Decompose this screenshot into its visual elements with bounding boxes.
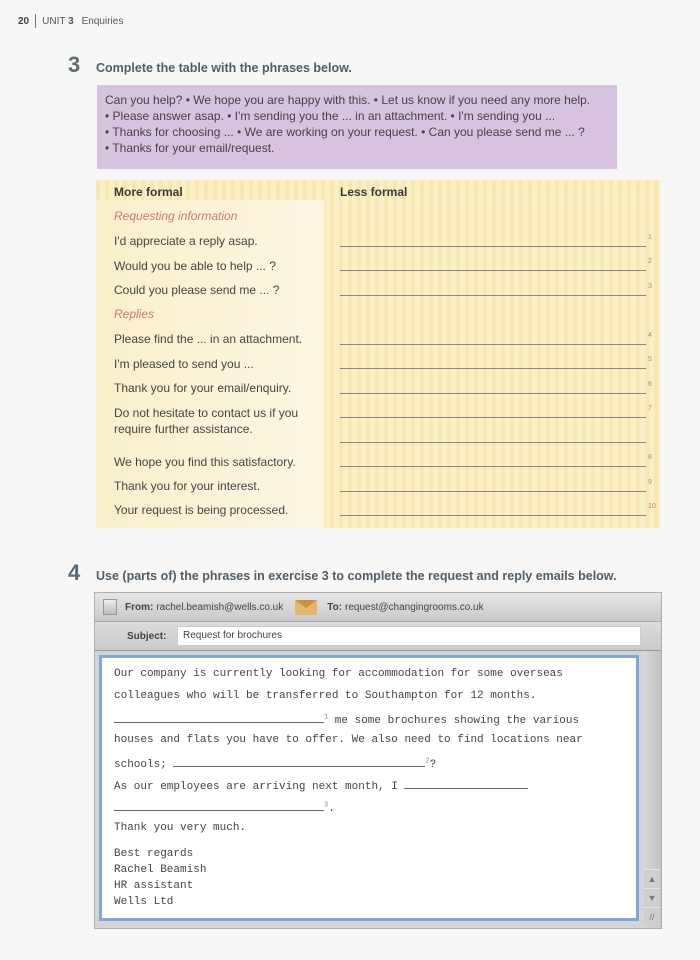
body-text: As our employees are arriving next month, I xyxy=(114,781,405,793)
answer-line-6[interactable] xyxy=(340,393,646,394)
exercise-number: 4 xyxy=(68,560,81,585)
table-row: Thank you for your interest. xyxy=(114,479,261,493)
page-number: 20 xyxy=(18,15,30,27)
checkbox-icon[interactable] xyxy=(103,599,117,615)
subject-input[interactable]: Request for brochures xyxy=(177,626,641,646)
body-text: me some brochures showing the various xyxy=(328,715,580,727)
answer-line-7b[interactable] xyxy=(340,442,646,443)
body-text: . xyxy=(328,803,335,815)
to-label: To: xyxy=(327,601,343,613)
unit-text: UNIT xyxy=(42,15,66,27)
body-line: HR assistant xyxy=(114,880,194,892)
table-row-cont: require further assistance. xyxy=(114,422,253,436)
unit-label xyxy=(42,16,74,27)
subject-bar xyxy=(95,622,661,651)
body-line: Best regards xyxy=(114,848,194,860)
body-line: Thank you very much. xyxy=(114,822,247,834)
to-address: request@changingrooms.co.uk xyxy=(345,601,484,613)
answer-number: 2 xyxy=(648,258,652,265)
body-line xyxy=(114,800,335,815)
table-row: Do not hesitate to contact us if you xyxy=(114,406,299,420)
unit-number: 3 xyxy=(68,15,74,27)
body-text: ? xyxy=(429,759,437,771)
answer-number: 8 xyxy=(648,454,652,461)
answer-number: 10 xyxy=(648,503,656,510)
subject-label: Subject: xyxy=(127,630,167,642)
envelope-icon xyxy=(295,600,317,615)
answer-number: 6 xyxy=(648,381,652,388)
gap-3a[interactable] xyxy=(404,778,528,789)
gap-3[interactable] xyxy=(114,800,324,811)
body-line: colleagues who will be transferred to Southampton for 12 months. xyxy=(114,690,537,702)
answer-line-2[interactable] xyxy=(340,270,646,271)
header-more-formal: More formal xyxy=(114,185,183,199)
table-row: Your request is being processed. xyxy=(114,503,289,517)
body-line: Our company is currently looking for accommodation for some overseas xyxy=(114,668,563,680)
email-window xyxy=(94,592,662,929)
divider xyxy=(35,14,36,28)
scrollbar[interactable] xyxy=(643,651,661,927)
phrase-line: • Please answer asap. • I'm sending you the ... in an attachment. • I'm sending you ... xyxy=(105,109,556,123)
gap-number: 3 xyxy=(324,801,329,810)
scroll-down-icon[interactable]: ▼ xyxy=(644,888,660,907)
from-bar xyxy=(95,593,661,622)
table-row: I'm pleased to send you ... xyxy=(114,357,254,371)
gap-number: 1 xyxy=(324,713,329,722)
body-line: houses and flats you have to offer. We also need to find locations near xyxy=(114,734,583,746)
header-less-formal: Less formal xyxy=(340,185,408,199)
exercise-3-heading xyxy=(68,52,352,78)
exercise-instruction: Complete the table with the phrases below. xyxy=(96,61,352,75)
from-address: rachel.beamish@wells.co.uk xyxy=(156,601,284,613)
answer-line-3[interactable] xyxy=(340,295,646,296)
unit-topic: Enquiries xyxy=(81,15,124,27)
answer-line-7[interactable] xyxy=(340,417,646,418)
body-text: schools; xyxy=(114,759,174,771)
exercise-4-heading xyxy=(68,560,617,586)
answer-line-8[interactable] xyxy=(340,466,646,467)
table-row: Thank you for your email/enquiry. xyxy=(114,381,292,395)
answer-number: 7 xyxy=(648,405,652,412)
table-row: Would you be able to help ... ? xyxy=(114,259,276,273)
answer-line-5[interactable] xyxy=(340,368,646,369)
formality-table xyxy=(96,180,660,528)
body-line xyxy=(114,778,528,793)
answer-number: 5 xyxy=(648,356,652,363)
answer-number: 3 xyxy=(648,283,652,290)
phrase-line: • Thanks for choosing ... • We are working on your request. • Can you please send me ... ? xyxy=(105,125,585,139)
from-label: From: xyxy=(125,601,154,613)
phrase-box xyxy=(97,85,617,169)
answer-line-1[interactable] xyxy=(340,246,646,247)
gap-2[interactable] xyxy=(173,756,425,767)
phrase-line: • Thanks for your email/request. xyxy=(105,141,275,155)
gap-number: 2 xyxy=(425,757,430,766)
phrase-line: Can you help? • We hope you are happy with this. • Let us know if you need any more help. xyxy=(105,93,591,107)
table-row: We hope you find this satisfactory. xyxy=(114,455,296,469)
email-body[interactable] xyxy=(99,655,639,921)
answer-number: 1 xyxy=(648,234,652,241)
body-line xyxy=(114,712,579,727)
table-row: Could you please send me ... ? xyxy=(114,283,280,297)
table-row: I'd appreciate a reply asap. xyxy=(114,234,258,248)
exercise-instruction: Use (parts of) the phrases in exercise 3 to complete the request and reply emails below. xyxy=(96,569,617,583)
page-header xyxy=(18,14,123,28)
table-row: Please find the ... in an attachment. xyxy=(114,332,303,346)
body-line: Wells Ltd xyxy=(114,896,174,908)
answer-number: 9 xyxy=(648,479,652,486)
answer-line-10[interactable] xyxy=(340,515,646,516)
answer-line-4[interactable] xyxy=(340,344,646,345)
answer-number: 4 xyxy=(648,332,652,339)
exercise-number: 3 xyxy=(68,52,81,77)
gap-1[interactable] xyxy=(114,712,324,723)
answer-line-9[interactable] xyxy=(340,491,646,492)
resize-grip-icon[interactable]: // xyxy=(644,907,660,926)
category-replies: Replies xyxy=(114,307,155,321)
body-line xyxy=(114,756,436,771)
scroll-up-icon[interactable]: ▲ xyxy=(644,869,660,888)
category-requesting: Requesting information xyxy=(114,209,238,223)
body-line: Rachel Beamish xyxy=(114,864,207,876)
